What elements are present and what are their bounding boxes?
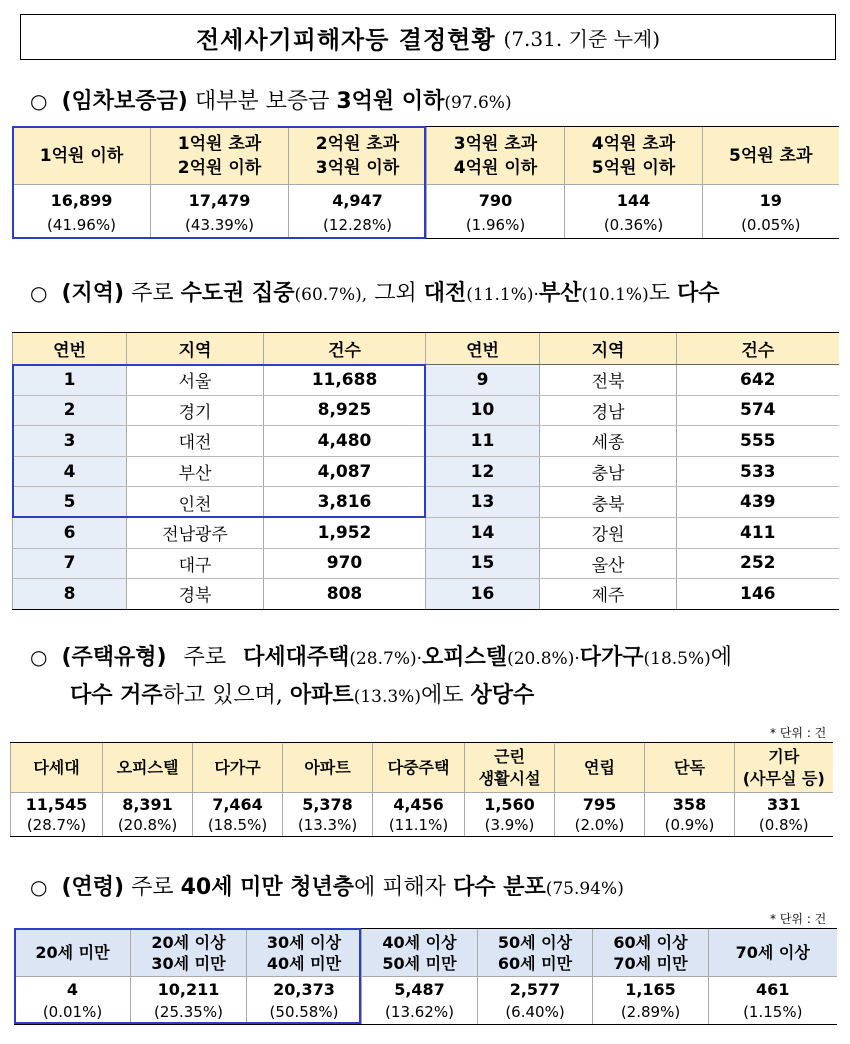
- page-title: 전세사기피해자등 결정현황: [195, 25, 496, 54]
- column-header-line: 5억원 이하: [591, 157, 676, 178]
- region-count-cell: 146: [677, 579, 839, 610]
- table-cell-value: 358: [645, 793, 735, 815]
- page-title-date: (7.31. 기준 누계): [503, 26, 661, 51]
- heading-pct: (13.3%): [353, 687, 421, 707]
- table-cell-pct: (1.96%): [427, 212, 565, 239]
- heading-pct: (60.7%),: [294, 285, 368, 305]
- table-cell-pct: (28.7%): [11, 815, 103, 837]
- region-count-cell: 11,688: [264, 365, 426, 396]
- table-cell-pct: (25.35%): [131, 1001, 247, 1025]
- region-no-cell: 10: [426, 395, 540, 426]
- region-no-cell: 14: [426, 517, 540, 548]
- column-header: [131, 929, 247, 977]
- column-header-line: 30세 이상: [266, 932, 342, 952]
- heading-pct: (18.5%): [643, 649, 711, 669]
- column-header-line: 50세 이상: [497, 932, 573, 952]
- table-cell-value: 16,899: [13, 185, 151, 212]
- region-count-cell: 642: [677, 365, 839, 396]
- table-cell-pct: (20.8%): [103, 815, 193, 837]
- column-header-line: 20세 이상: [151, 932, 226, 952]
- heading-bold: 오피스텔: [422, 645, 508, 670]
- region-no-cell: 7: [13, 548, 127, 579]
- heading-bold: 상당수: [470, 683, 535, 708]
- column-header-line: 40세 미만: [266, 953, 342, 973]
- table-row: [13, 395, 839, 426]
- region-no-cell: 11: [426, 426, 540, 457]
- heading-bold: 다세대주택: [243, 645, 350, 670]
- table-cell-value: 795: [555, 793, 645, 815]
- region-count-cell: 808: [264, 579, 426, 610]
- column-header: [15, 929, 131, 977]
- table-cell-value: 11,545: [11, 793, 103, 815]
- region-count-cell: 1,952: [264, 517, 426, 548]
- heading-tag: (지역): [61, 281, 125, 306]
- table-cell-pct: (2.89%): [593, 1001, 709, 1025]
- column-header: [465, 743, 555, 793]
- heading-text: 에 피해자: [354, 875, 447, 900]
- bullet-icon: ○: [30, 89, 48, 113]
- column-header: 건수: [264, 333, 426, 365]
- column-header: [593, 929, 709, 977]
- table-cell-value: 7,464: [193, 793, 283, 815]
- table-cell-pct: (11.1%): [373, 815, 465, 837]
- column-header-line: 40세 이상: [382, 932, 457, 952]
- table-cell-pct: (3.9%): [465, 815, 555, 837]
- column-header: [478, 929, 593, 977]
- region-count-cell: 439: [677, 487, 839, 518]
- table-cell-value: 1,560: [465, 793, 555, 815]
- region-count-cell: 4,480: [264, 426, 426, 457]
- column-header: [151, 127, 289, 185]
- heading-text: 주로: [183, 645, 227, 670]
- region-count-cell: 252: [677, 548, 839, 579]
- table-cell-pct: (2.0%): [555, 815, 645, 837]
- heading-tag: (임차보증금): [61, 89, 188, 114]
- column-header: [703, 127, 839, 185]
- column-header: [13, 127, 151, 185]
- column-header-line: 1억원 이하: [39, 145, 124, 166]
- table-cell-value: 8,391: [103, 793, 193, 815]
- region-region-cell: 전북: [540, 365, 677, 396]
- region-count-cell: 8,925: [264, 395, 426, 426]
- column-header-line: 3억원 이하: [315, 157, 400, 178]
- table-cell-pct: (13.3%): [283, 815, 373, 837]
- column-header-line: 60세 미만: [497, 953, 573, 973]
- heading-bold: 다가구: [579, 645, 644, 670]
- region-no-cell: 15: [426, 548, 540, 579]
- title-box: [20, 14, 836, 60]
- deposit-table: [12, 126, 839, 239]
- table-cell-pct: (18.5%): [193, 815, 283, 837]
- table-cell-value: 4,947: [289, 185, 427, 212]
- column-header: [11, 743, 103, 793]
- column-header-line: 4억원 초과: [591, 133, 676, 154]
- region-region-cell: 강원: [540, 517, 677, 548]
- region-region-cell: 제주: [540, 579, 677, 610]
- column-header: 연번: [426, 333, 540, 365]
- column-header-line: 1억원 초과: [177, 133, 262, 154]
- heading-text: 주로: [131, 281, 174, 306]
- heading-bold: 다수 거주: [70, 683, 163, 708]
- region-table: [12, 332, 839, 610]
- table-cell-pct: (6.40%): [478, 1001, 593, 1025]
- column-header-line: 60세 이상: [613, 932, 688, 952]
- table-cell-value: 790: [427, 185, 565, 212]
- column-header-line: 근린: [494, 746, 525, 766]
- column-header-line: 생활시설: [478, 768, 541, 788]
- column-header-line: 기타: [768, 746, 800, 766]
- region-count-cell: 970: [264, 548, 426, 579]
- table-cell-value: 17,479: [151, 185, 289, 212]
- table-cell-pct: (0.9%): [645, 815, 735, 837]
- table-cell-pct: (12.28%): [289, 212, 427, 239]
- region-no-cell: 4: [13, 456, 127, 487]
- heading-pct: (11.1%)·: [466, 285, 539, 305]
- column-header: 건수: [677, 333, 839, 365]
- column-header-line: (사무실 등): [742, 768, 825, 788]
- table-cell-pct: (0.01%): [15, 1001, 131, 1025]
- column-header: [555, 743, 645, 793]
- table-cell-value: 19: [703, 185, 839, 212]
- table-cell-value: 2,577: [478, 977, 593, 1001]
- column-header: 지역: [540, 333, 677, 365]
- heading-pct: (28.7%)·: [349, 649, 423, 669]
- heading-pct: (75.94%): [545, 879, 624, 899]
- column-header-line: 30세 미만: [151, 953, 226, 973]
- table-cell-value: 331: [735, 793, 833, 815]
- column-header: 연번: [13, 333, 127, 365]
- bullet-icon: ○: [30, 645, 48, 669]
- column-header-line: 다중주택: [387, 757, 450, 777]
- region-region-cell: 충북: [540, 487, 677, 518]
- region-no-cell: 16: [426, 579, 540, 610]
- heading-bold: 대전: [423, 281, 467, 306]
- column-header-line: 오피스텔: [116, 757, 179, 777]
- table-cell-pct: (1.15%): [709, 1001, 837, 1025]
- bullet-icon: ○: [30, 875, 48, 899]
- column-header-line: 70세 이상: [735, 943, 810, 962]
- column-header: [645, 743, 735, 793]
- heading-bold: 다수 분포: [453, 875, 546, 900]
- heading-bold: 3억원 이하: [336, 89, 445, 114]
- region-region-cell: 충남: [540, 456, 677, 487]
- heading-bold: 수도권 집중: [180, 281, 295, 306]
- column-header-line: 다가구: [214, 757, 261, 777]
- table-cell-value: 5,378: [283, 793, 373, 815]
- region-count-cell: 574: [677, 395, 839, 426]
- region-region-cell: 경북: [127, 579, 264, 610]
- heading-text: 하고 있으며,: [162, 683, 283, 708]
- table-row: [13, 456, 839, 487]
- column-header-line: 다세대: [33, 757, 80, 777]
- heading-text: 에: [710, 645, 733, 670]
- column-header: 지역: [127, 333, 264, 365]
- heading-text: 도: [648, 281, 670, 306]
- table-row: [13, 365, 839, 396]
- column-header-line: 70세 미만: [613, 953, 688, 973]
- table-cell-value: 20,373: [247, 977, 362, 1001]
- table-cell-value: 4: [15, 977, 131, 1001]
- heading-housing-line2: [70, 678, 534, 709]
- table-row: [13, 426, 839, 457]
- region-no-cell: 5: [13, 487, 127, 518]
- region-region-cell: 세종: [540, 426, 677, 457]
- region-region-cell: 전남광주: [127, 517, 264, 548]
- region-region-cell: 부산: [127, 456, 264, 487]
- heading-bold: 아파트: [289, 683, 354, 708]
- age-table: [14, 928, 837, 1025]
- heading-text: 대부분 보증금: [194, 89, 330, 114]
- column-header-line: 5억원 초과: [729, 145, 813, 166]
- region-no-cell: 3: [13, 426, 127, 457]
- heading-pct: (10.1%): [581, 285, 649, 305]
- heading-text: 에도: [420, 683, 464, 708]
- table-cell-value: 10,211: [131, 977, 247, 1001]
- region-region-cell: 울산: [540, 548, 677, 579]
- table-cell-pct: (0.8%): [735, 815, 833, 837]
- heading-bold: 다수: [676, 281, 720, 306]
- region-no-cell: 1: [13, 365, 127, 396]
- column-header-line: 단독: [674, 757, 705, 777]
- region-no-cell: 8: [13, 579, 127, 610]
- housing-table: [10, 742, 833, 837]
- column-header-line: 3억원 초과: [453, 133, 538, 154]
- column-header: [427, 127, 565, 185]
- heading-pct: (97.6%): [444, 93, 512, 113]
- region-count-cell: 533: [677, 456, 839, 487]
- table-cell-value: 144: [565, 185, 703, 212]
- heading-bold: 부산: [538, 281, 582, 306]
- unit-label: * 단위 : 건: [770, 912, 827, 926]
- column-header: [193, 743, 283, 793]
- region-region-cell: 인천: [127, 487, 264, 518]
- column-header: [735, 743, 833, 793]
- region-region-cell: 경남: [540, 395, 677, 426]
- column-header: [373, 743, 465, 793]
- region-region-cell: 대구: [127, 548, 264, 579]
- region-region-cell: 서울: [127, 365, 264, 396]
- column-header-line: 4억원 이하: [453, 157, 538, 178]
- table-cell-pct: (13.62%): [362, 1001, 478, 1025]
- heading-deposit: [30, 84, 512, 115]
- column-header: [565, 127, 703, 185]
- region-count-cell: 555: [677, 426, 839, 457]
- heading-tag: (연령): [61, 875, 125, 900]
- column-header: [247, 929, 362, 977]
- table-row: [13, 487, 839, 518]
- column-header-line: 50세 미만: [382, 953, 457, 973]
- table-cell-value: 5,487: [362, 977, 478, 1001]
- region-no-cell: 12: [426, 456, 540, 487]
- heading-pct: (20.8%)·: [507, 649, 580, 669]
- table-row: [13, 548, 839, 579]
- region-region-cell: 대전: [127, 426, 264, 457]
- table-cell-value: 1,165: [593, 977, 709, 1001]
- column-header-line: 연립: [584, 757, 615, 777]
- region-no-cell: 2: [13, 395, 127, 426]
- table-cell-value: 4,456: [373, 793, 465, 815]
- region-no-cell: 6: [13, 517, 127, 548]
- column-header-line: 2억원 이하: [177, 157, 262, 178]
- table-cell-pct: (50.58%): [247, 1001, 362, 1025]
- column-header-line: 아파트: [304, 757, 351, 777]
- column-header: [362, 929, 478, 977]
- table-cell-pct: (43.39%): [151, 212, 289, 239]
- unit-label: * 단위 : 건: [770, 726, 827, 740]
- table-row: [13, 517, 839, 548]
- table-cell-pct: (0.05%): [703, 212, 839, 239]
- table-row: [13, 579, 839, 610]
- table-cell-pct: (0.36%): [565, 212, 703, 239]
- heading-tag: (주택유형): [61, 645, 167, 670]
- column-header: [289, 127, 427, 185]
- table-cell-pct: (41.96%): [13, 212, 151, 239]
- region-count-cell: 3,816: [264, 487, 426, 518]
- column-header: [103, 743, 193, 793]
- table-cell-value: 461: [709, 977, 837, 1001]
- region-no-cell: 9: [426, 365, 540, 396]
- region-count-cell: 4,087: [264, 456, 426, 487]
- heading-region: [30, 276, 720, 307]
- heading-bold: 40세 미만 청년층: [180, 875, 355, 900]
- heading-housing: [30, 640, 732, 671]
- column-header: [709, 929, 837, 977]
- region-no-cell: 13: [426, 487, 540, 518]
- column-header-line: 2억원 초과: [315, 133, 400, 154]
- heading-text: 주로: [131, 875, 174, 900]
- column-header: [283, 743, 373, 793]
- heading-text: 그외: [374, 281, 417, 306]
- column-header-line: 20세 미만: [35, 943, 110, 962]
- heading-age: [30, 870, 624, 901]
- region-count-cell: 411: [677, 517, 839, 548]
- region-region-cell: 경기: [127, 395, 264, 426]
- bullet-icon: ○: [30, 281, 48, 305]
